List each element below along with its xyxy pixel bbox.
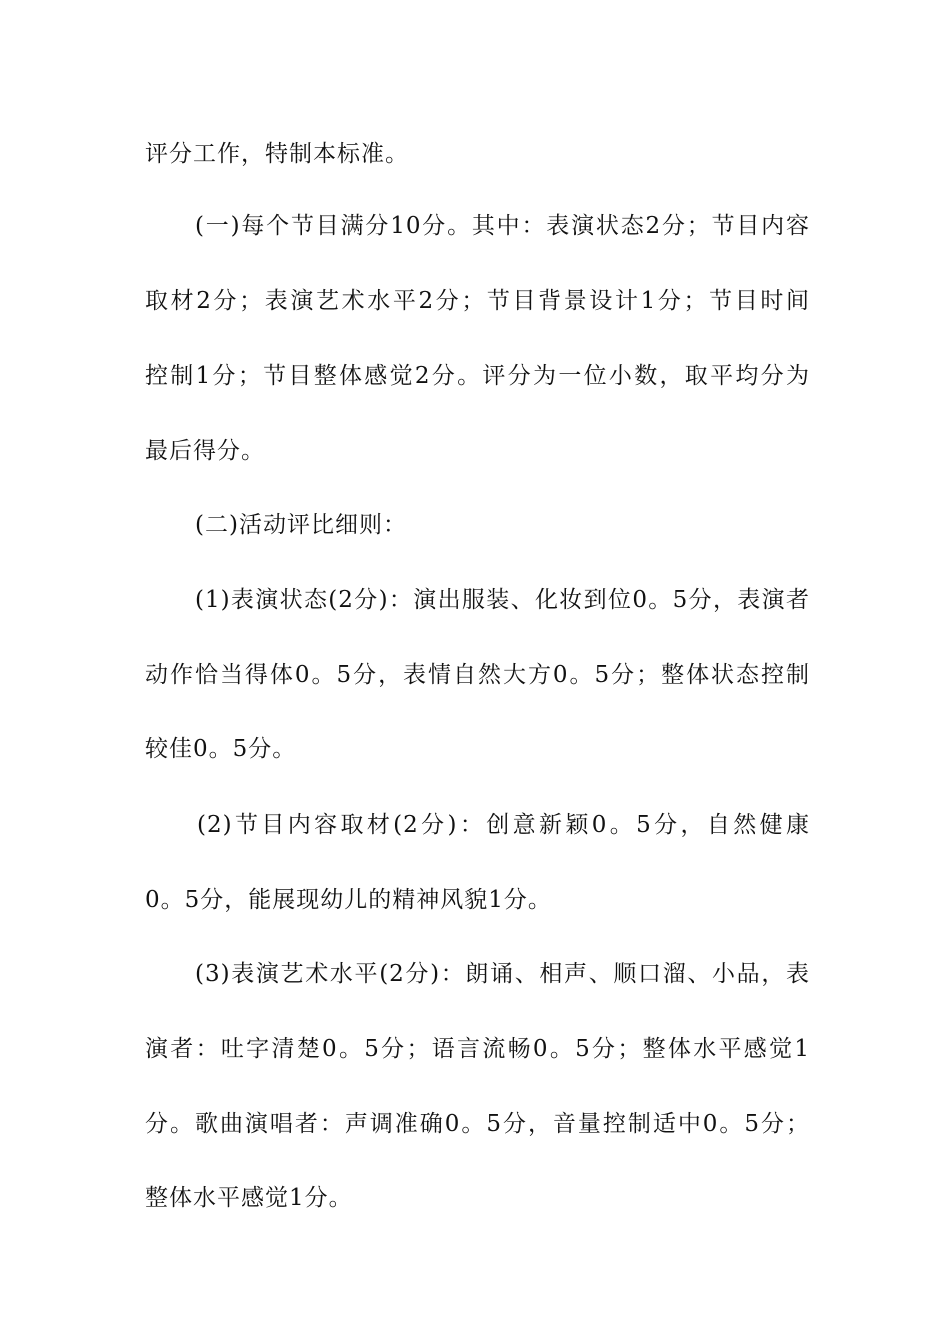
rule-2-line-2: 0。5分，能展现幼儿的精神风貌1分。 xyxy=(145,887,552,913)
text-line-5: 最后得分。 xyxy=(145,438,265,464)
rule-1-line-1: (1)表演状态(2分)：演出服装、化妆到位0。5分，表演者 xyxy=(195,587,810,613)
section-one-heading-line: (一)每个节目满分10分。其中：表演状态2分；节目内容 xyxy=(195,213,810,239)
rule-1-line-2: 动作恰当得体0。5分，表情自然大方0。5分；整体状态控制 xyxy=(145,662,810,688)
rule-2-line-1: (2)节目内容取材(2分)：创意新颖0。5分，自然健康 xyxy=(197,812,810,838)
section-two-heading: (二)活动评比细则： xyxy=(195,512,407,538)
rule-3-line-2: 演者：吐字清楚0。5分；语言流畅0。5分；整体水平感觉1 xyxy=(145,1036,810,1062)
text-line-1: 评分工作，特制本标准。 xyxy=(145,141,409,167)
text-line-3: 取材2分；表演艺术水平2分；节目背景设计1分；节目时间 xyxy=(145,288,810,314)
rule-3-line-3: 分。歌曲演唱者：声调准确0。5分，音量控制适中0。5分； xyxy=(145,1111,810,1137)
rule-3-line-1: (3)表演艺术水平(2分)：朗诵、相声、顺口溜、小品，表 xyxy=(195,961,810,987)
text-line-4: 控制1分；节目整体感觉2分。评分为一位小数，取平均分为 xyxy=(145,363,810,389)
rule-1-line-3: 较佳0。5分。 xyxy=(145,736,297,762)
rule-3-line-4: 整体水平感觉1分。 xyxy=(145,1185,353,1211)
